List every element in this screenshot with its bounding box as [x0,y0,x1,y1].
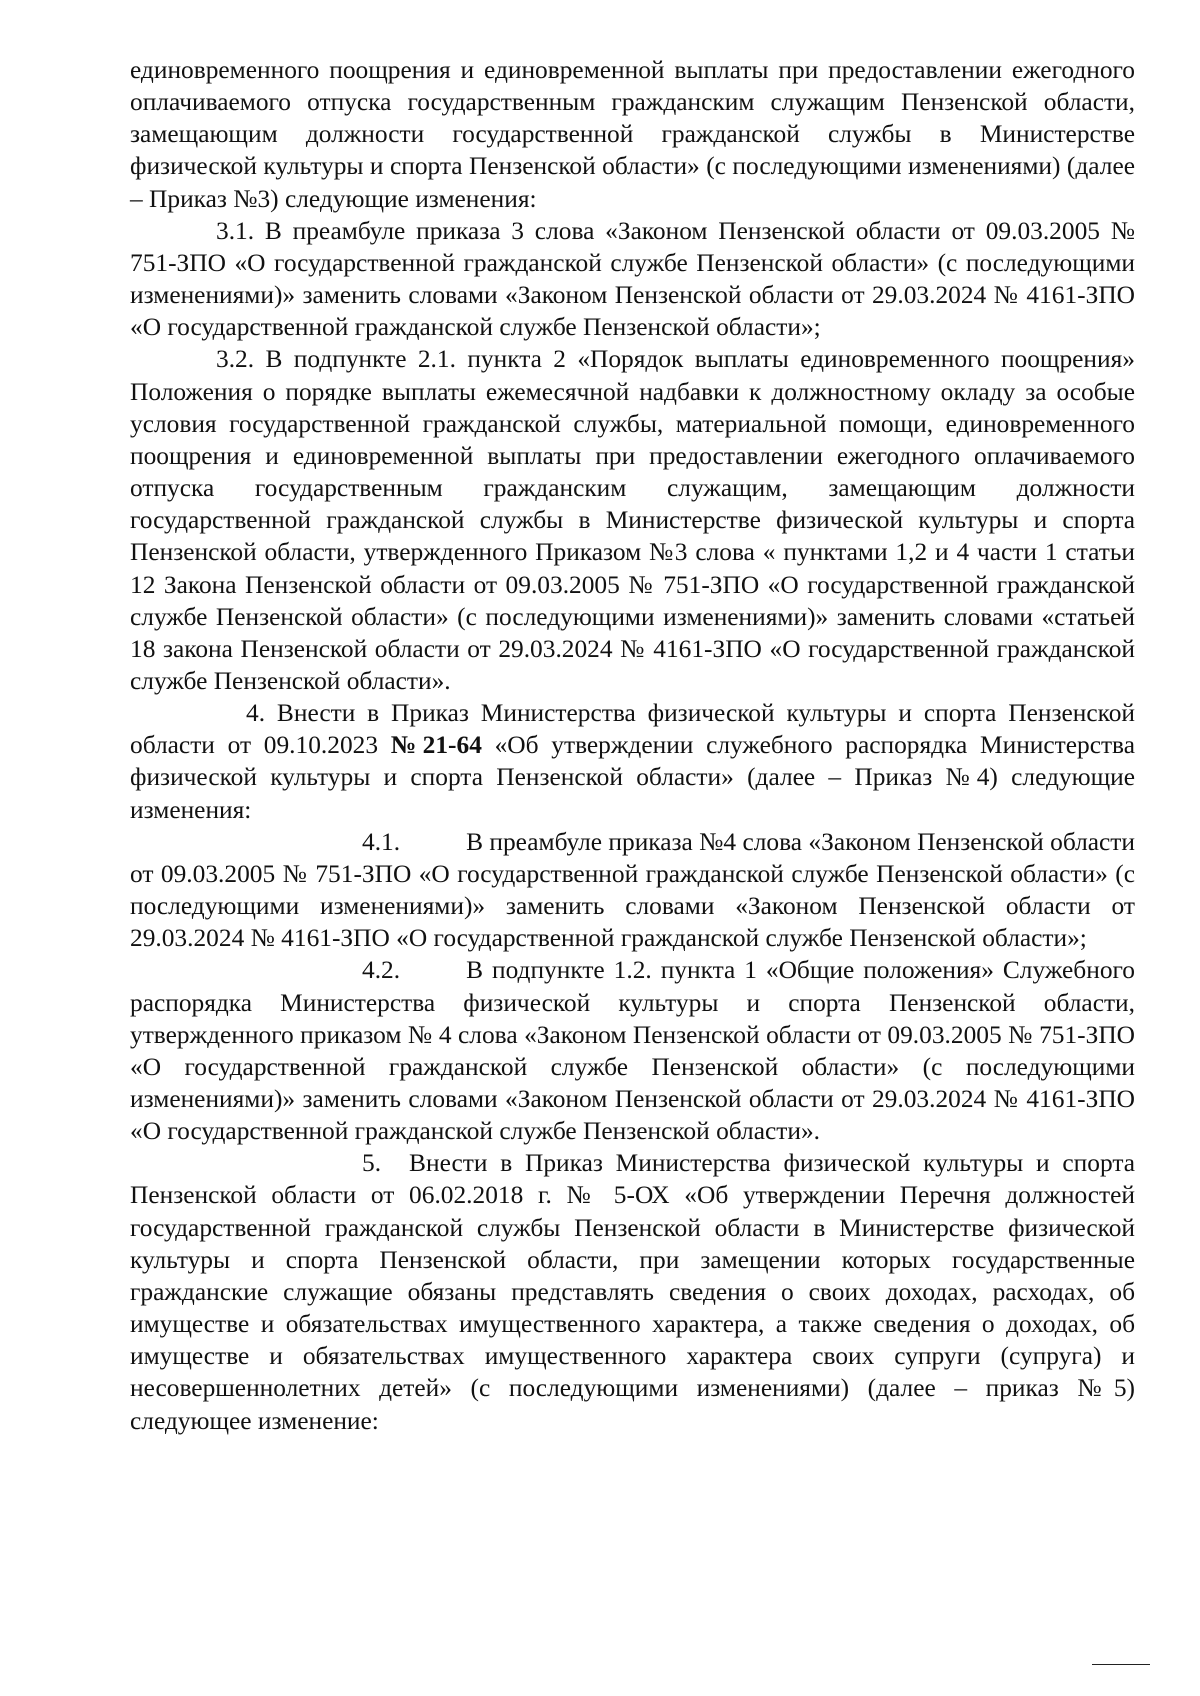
paragraph-5 [130,1147,1135,1436]
paragraph-4 [130,697,1135,826]
order-number-bold: №21-64 [390,731,482,760]
paragraph-4-2 [130,954,1135,1147]
paragraph-4-1-number: 4.1. [362,827,401,856]
document-body [130,54,1135,1437]
page-corner-line [1092,1664,1150,1665]
paragraph-4-before: 4. Внести в Приказ Министерства физической культуры и спорта Пензенской области от 09.10.2023 [130,699,1135,760]
paragraph-5-number: 5. [362,1149,382,1178]
paragraph-4-2-number: 4.2. [362,956,401,985]
paragraph-4-2-text: В подпункте 1.2. пункта 1 «Общие положения» Служебного распорядка Министерства физической культуры и спорта Пензенской области, утвержденного приказом № 4 слова «Законом Пензенской области от 09.03.2005 № 751-ЗПО «О государственной гражданской службе Пензенской области» (с последующими изменениями)» заменить словами «Законом Пензенской области от 29.03.2024 № 4161-ЗПО «О государственной гражданской службе Пензенской области». [130,956,1135,1146]
paragraph-3-1: 3.1. В преамбуле приказа 3 слова «Законом Пензенской области от 09.03.2005 № 751-ЗПО «О государственной гражданской службе Пензенской области» (с последующими изменениями)» заменить словами «Законом Пензенской области от 29.03.2024 № 4161-ЗПО «О государственной гражданской службе Пензенской области»; [130,216,1135,342]
paragraph-4-after: «Об утверждении служебного распорядка Министерства физической культуры и спорта Пензенской области» (далее – Приказ №4) следующие изменения: [130,731,1135,824]
paragraph-continuation: единовременного поощрения и единовременной выплаты при предоставлении ежегодного оплачиваемого отпуска государственным гражданским служащим Пензенской области, замещающим должности государственной гражданской службы в Министерстве физической культуры и спорта Пензенской области» (с последующими изменениями) (далее – Приказ №3) следующие изменения: [130,56,1135,213]
paragraph-4-1-text: В преамбуле приказа №4 слова «Законом Пензенской области от 09.03.2005 № 751-ЗПО «О государственной гражданской службе Пензенской области» (с последующими изменениями)» заменить словами «Законом Пензенской области от 29.03.2024 № 4161-ЗПО «О государственной гражданской службе Пензенской области»; [130,827,1135,953]
paragraph-3-2: 3.2. В подпункте 2.1. пункта 2 «Порядок выплаты единовременного поощрения» Положения о порядке выплаты ежемесячной надбавки к должностному окладу за особые условия государственной гражданской службы, материальной помощи, единовременного поощрения и единовременной выплаты при предоставлении ежегодного оплачиваемого отпуска государственным гражданским служащим, замещающим должности государственной гражданской службы в Министерстве физической культуры и спорта Пензенской области, утвержденного Приказом №3 слова « пунктами 1,2 и 4 части 1 статьи 12 Закона Пензенской области от 09.03.2005 № 751-ЗПО «О государственной гражданской службе Пензенской области» (с последующими изменениями)» заменить словами «статьей 18 закона Пензенской области от 29.03.2024 № 4161-ЗПО «О государственной гражданской службе Пензенской области». [130,345,1135,695]
paragraph-5-text: Внести в Приказ Министерства физической культуры и спорта Пензенской области от 06.02.2018 г. № 5-ОХ «Об утверждении Перечня должностей государственной гражданской службы Пензенской области в Министерстве физической культуры и спорта Пензенской области, при замещении которых государственные гражданские служащие обязаны представлять сведения о своих доходах, расходах, об имуществе и обязательствах имущественного характера, а также сведения о доходах, об имуществе и обязательствах имущественного характера своих супруги (супруга) и несовершеннолетних детей» (с последующими изменениями) (далее – приказ №5) следующее изменение: [130,1149,1135,1435]
paragraph-4-1 [130,826,1135,955]
